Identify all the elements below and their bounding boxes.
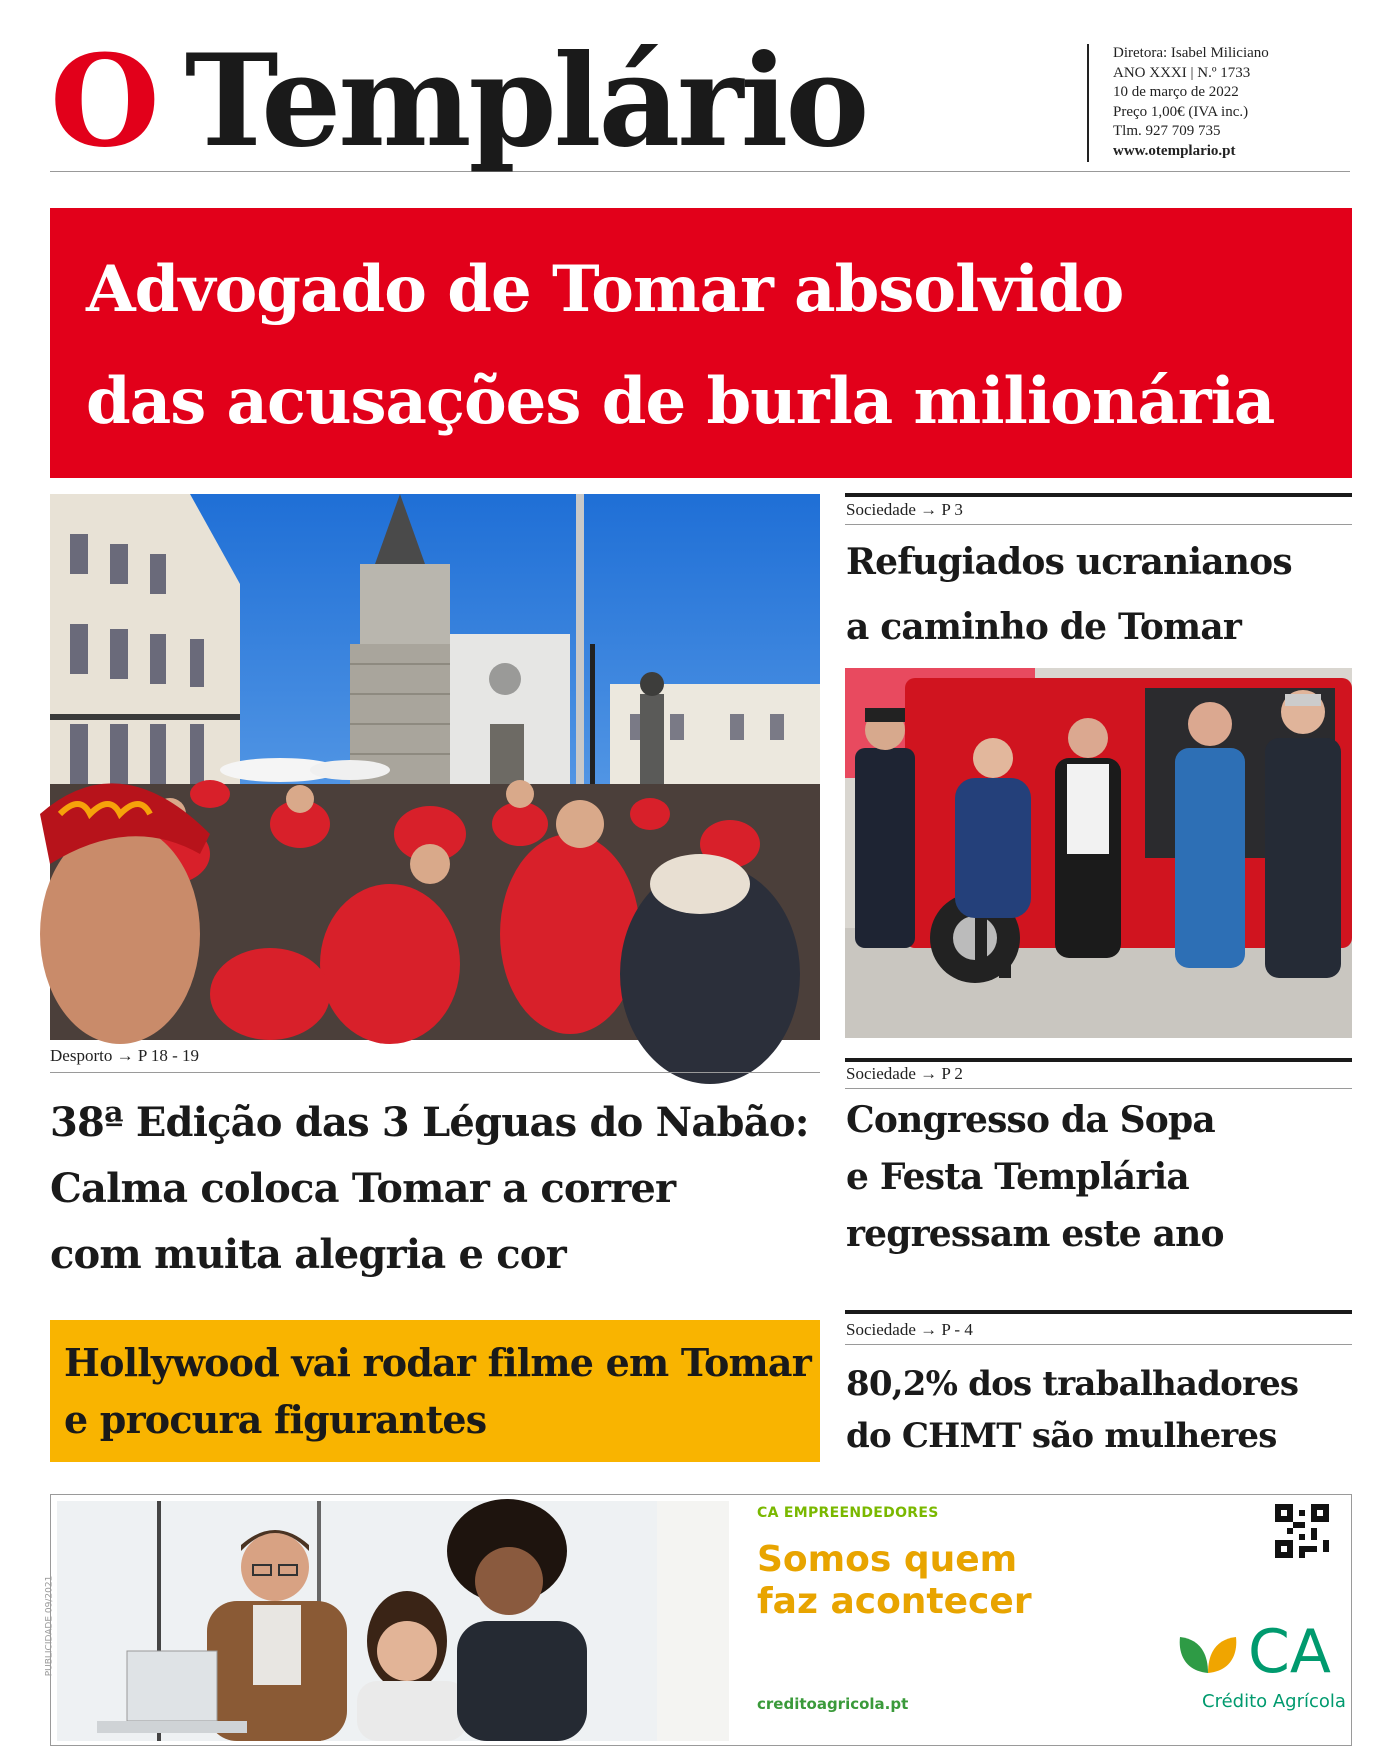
soup-rule-top <box>845 1058 1352 1062</box>
logo-o: O <box>50 27 157 175</box>
refugees-title-line: a caminho de Tomar <box>846 606 1242 648</box>
credito-agricola-logo[interactable] <box>1176 1617 1346 1729</box>
hollywood-title-line: e procura figurantes <box>64 1397 487 1442</box>
chmt-kicker[interactable]: Sociedade → P - 4 <box>846 1320 973 1339</box>
leaf-logo-icon <box>1176 1625 1240 1677</box>
refugees-rule-top <box>845 493 1352 497</box>
running-title-line: com muita alegria e cor <box>50 1231 566 1278</box>
soup-title-line: e Festa Templária <box>846 1156 1189 1198</box>
masthead <box>50 27 1350 175</box>
phone: Tlm. 927 709 735 <box>1113 123 1221 139</box>
soup-title-line: regressam este ano <box>846 1213 1224 1255</box>
logo-name: Templário <box>184 27 867 175</box>
hollywood-promo[interactable] <box>50 1320 820 1462</box>
brand-name: Crédito Agrícola <box>1202 1691 1346 1712</box>
refugees-story[interactable] <box>846 530 1292 660</box>
soup-kicker[interactable]: Sociedade → P 2 <box>846 1064 963 1083</box>
hollywood-title-line: Hollywood vai rodar filme em Tomar <box>64 1340 811 1385</box>
running-rule <box>50 1072 820 1073</box>
director: Diretora: Isabel Miliciano <box>1113 45 1269 61</box>
issue-date: 10 de março de 2022 <box>1113 84 1239 100</box>
bus-group-illustration <box>845 668 1352 1038</box>
chmt-rule <box>845 1344 1352 1345</box>
issue-number: ANO XXXI | N.º 1733 <box>1113 64 1251 81</box>
square-crowd-illustration <box>50 494 820 1040</box>
running-title-line: 38ª Edição das 3 Léguas do Nabão: <box>50 1099 809 1146</box>
ad-slogan-line: faz acontecer <box>757 1581 1032 1622</box>
ad-url-link[interactable]: creditoagricola.pt <box>757 1695 909 1713</box>
running-event-photo[interactable] <box>50 494 820 1040</box>
main-headline[interactable] <box>50 208 1352 478</box>
issue-info <box>1087 44 1269 162</box>
running-title-line: Calma coloca Tomar a correr <box>50 1165 676 1212</box>
soup-title-line: Congresso da Sopa <box>846 1099 1215 1141</box>
website-link[interactable]: www.otemplario.pt <box>1113 142 1236 159</box>
chmt-title-line: do CHMT são mulheres <box>846 1416 1277 1456</box>
ad-slogan <box>757 1539 1032 1623</box>
chmt-title-line: 80,2% dos trabalhadores <box>846 1364 1299 1404</box>
credito-agricola-ad[interactable] <box>44 1494 1352 1746</box>
refugees-rule <box>845 524 1352 525</box>
ad-kicker: CA EMPREENDEDORES <box>757 1505 939 1521</box>
soup-story[interactable] <box>846 1092 1224 1263</box>
ad-slogan-line: Somos quem <box>757 1539 1018 1580</box>
soup-rule <box>845 1088 1352 1089</box>
chmt-story[interactable] <box>846 1358 1298 1462</box>
ad-vertical-note: PUBLICIDADE 09/2021 <box>44 1575 55 1677</box>
running-kicker[interactable]: Desporto → P 18 - 19 <box>50 1046 200 1065</box>
running-story[interactable] <box>50 1090 809 1288</box>
chmt-rule-top <box>845 1310 1352 1314</box>
qr-code-icon[interactable] <box>1275 1503 1329 1559</box>
refugees-kicker[interactable]: Sociedade → P 3 <box>846 500 963 519</box>
refugees-photo[interactable] <box>845 668 1352 1038</box>
brand-ca: CA <box>1248 1617 1331 1687</box>
headline-line-1: Advogado de Tomar absolvido <box>86 252 1124 327</box>
refugees-title-line: Refugiados ucranianos <box>846 541 1292 583</box>
price: Preço 1,00€ (IVA inc.) <box>1113 103 1249 120</box>
newspaper-logo[interactable] <box>50 27 867 175</box>
headline-line-2: das acusações de burla milionária <box>86 364 1275 439</box>
